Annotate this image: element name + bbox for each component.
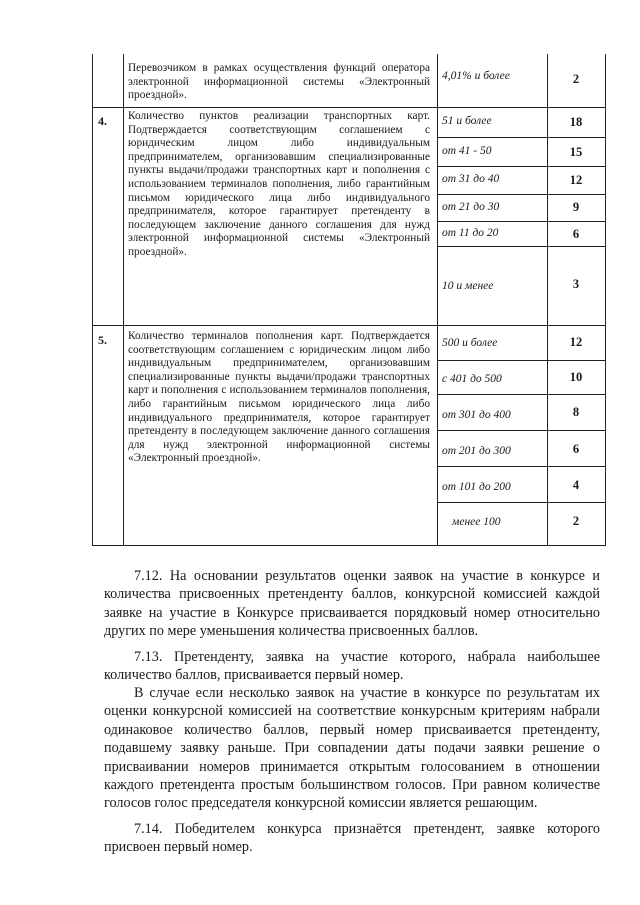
scale-points: 3 [572, 277, 580, 291]
criterion-text: Количество терминалов пополнения карт. Подтверждается соответствующим соглашением с юридическим лицом либо индивидуальным предпринимателем, организовавшим специализированные пункты выдачи/продажи транспортных карт и пополнения с использованием терминалов пополнения, либо гарантийным письмом юридического лица либо индивидуального предпринимателя, которое гарантирует претенденту в последующем заключение данного соглашения для нужд электронной информационной системы «Электронный проездной». [128, 330, 430, 465]
table-border-left [92, 54, 93, 546]
table-cell-border [437, 466, 606, 467]
scale-range: от 301 до 400 [442, 409, 511, 421]
table-divider [123, 54, 124, 546]
row-number: 4. [98, 114, 107, 128]
table-cell-border [437, 502, 606, 503]
scale-range: 4,01% и более [442, 70, 510, 82]
scale-points: 12 [569, 173, 583, 187]
scale-points: 9 [572, 200, 580, 214]
scale-range: 10 и менее [442, 280, 494, 292]
scale-range: от 21 до 30 [442, 201, 500, 213]
row-number: 5. [98, 333, 107, 347]
scale-points: 6 [572, 442, 580, 456]
scale-range: менее 100 [452, 516, 501, 528]
scale-points: 8 [572, 405, 580, 419]
scale-range: от 41 - 50 [442, 145, 492, 157]
table-cell-border [437, 166, 606, 167]
paragraph-7-13: 7.13. Претенденту, заявка на участие которого, набрала наибольшее количество баллов, присваивается первый номер. [104, 649, 600, 684]
scale-points: 2 [572, 72, 580, 86]
scale-points: 18 [569, 115, 583, 129]
table-row-border [92, 545, 606, 546]
table-cell-border [437, 194, 606, 195]
scale-range: 500 и более [442, 337, 498, 349]
paragraph-7-14: 7.14. Победителем конкурса признаётся претендент, заявке которого присвоен первый номер. [104, 821, 600, 856]
paragraph-7-13-continued: В случае если несколько заявок на участие в конкурсе по результатам их оценки конкурсной комиссией на соответствие конкурсным критериям набрали одинаковое количество баллов, первый номер присваивается претенденту, подавшему заявку раньше. При совпадении даты подачи заявки решение о присваивании номеров принимается открытым голосованием в отношении каждого претендента простым большинством голосов. При равном количестве голосов голос председателя конкурсной комиссии является решающим. [104, 685, 600, 812]
table-cell-border [437, 137, 606, 138]
table-cell-border [437, 360, 606, 361]
criterion-text: Количество пунктов реализации транспортных карт. Подтверждается соответствующим соглашением с юридическим лицом либо индивидуальным предпринимателем, организовавшим специализированные пункты выдачи/продажи транспортных карт и пополнения с использованием терминалов пополнения, либо гарантийным письмом юридического лица либо индивидуального предпринимателя, которое гарантирует претенденту в последующем заключение данного соглашения для нужд электронной информационной системы «Электронный проездной». [128, 110, 430, 258]
scale-points: 6 [572, 227, 580, 241]
scale-range: с 401 до 500 [442, 373, 502, 385]
scale-points: 15 [569, 145, 583, 159]
scale-range: от 101 до 200 [442, 481, 511, 493]
scale-points: 4 [572, 478, 580, 492]
table-row-border [92, 325, 606, 326]
table-cell-border [437, 246, 606, 247]
scale-points: 10 [569, 370, 583, 384]
scale-range: 51 и более [442, 115, 492, 127]
table-border-right [605, 54, 606, 546]
scale-range: от 201 до 300 [442, 445, 511, 457]
scale-range: от 31 до 40 [442, 173, 500, 185]
paragraph-7-12: 7.12. На основании результатов оценки заявок на участие в конкурсе и количества присвоенных претенденту баллов, конкурсной комиссией каждой заявке на участие в Конкурсе присваивается порядковый номер относительно других по мере уменьшения количества присвоенных баллов. [104, 568, 600, 640]
scale-range: от 11 до 20 [442, 227, 499, 239]
scale-points: 12 [569, 335, 583, 349]
table-cell-border [437, 430, 606, 431]
scale-points: 2 [572, 514, 580, 528]
table-row-border [92, 107, 606, 108]
criterion-text: Перевозчиком в рамках осуществления функций оператора электронной информационной системы «Электронный проездной». [128, 62, 430, 102]
table-cell-border [437, 221, 606, 222]
table-divider [437, 54, 438, 546]
table-cell-border [437, 394, 606, 395]
